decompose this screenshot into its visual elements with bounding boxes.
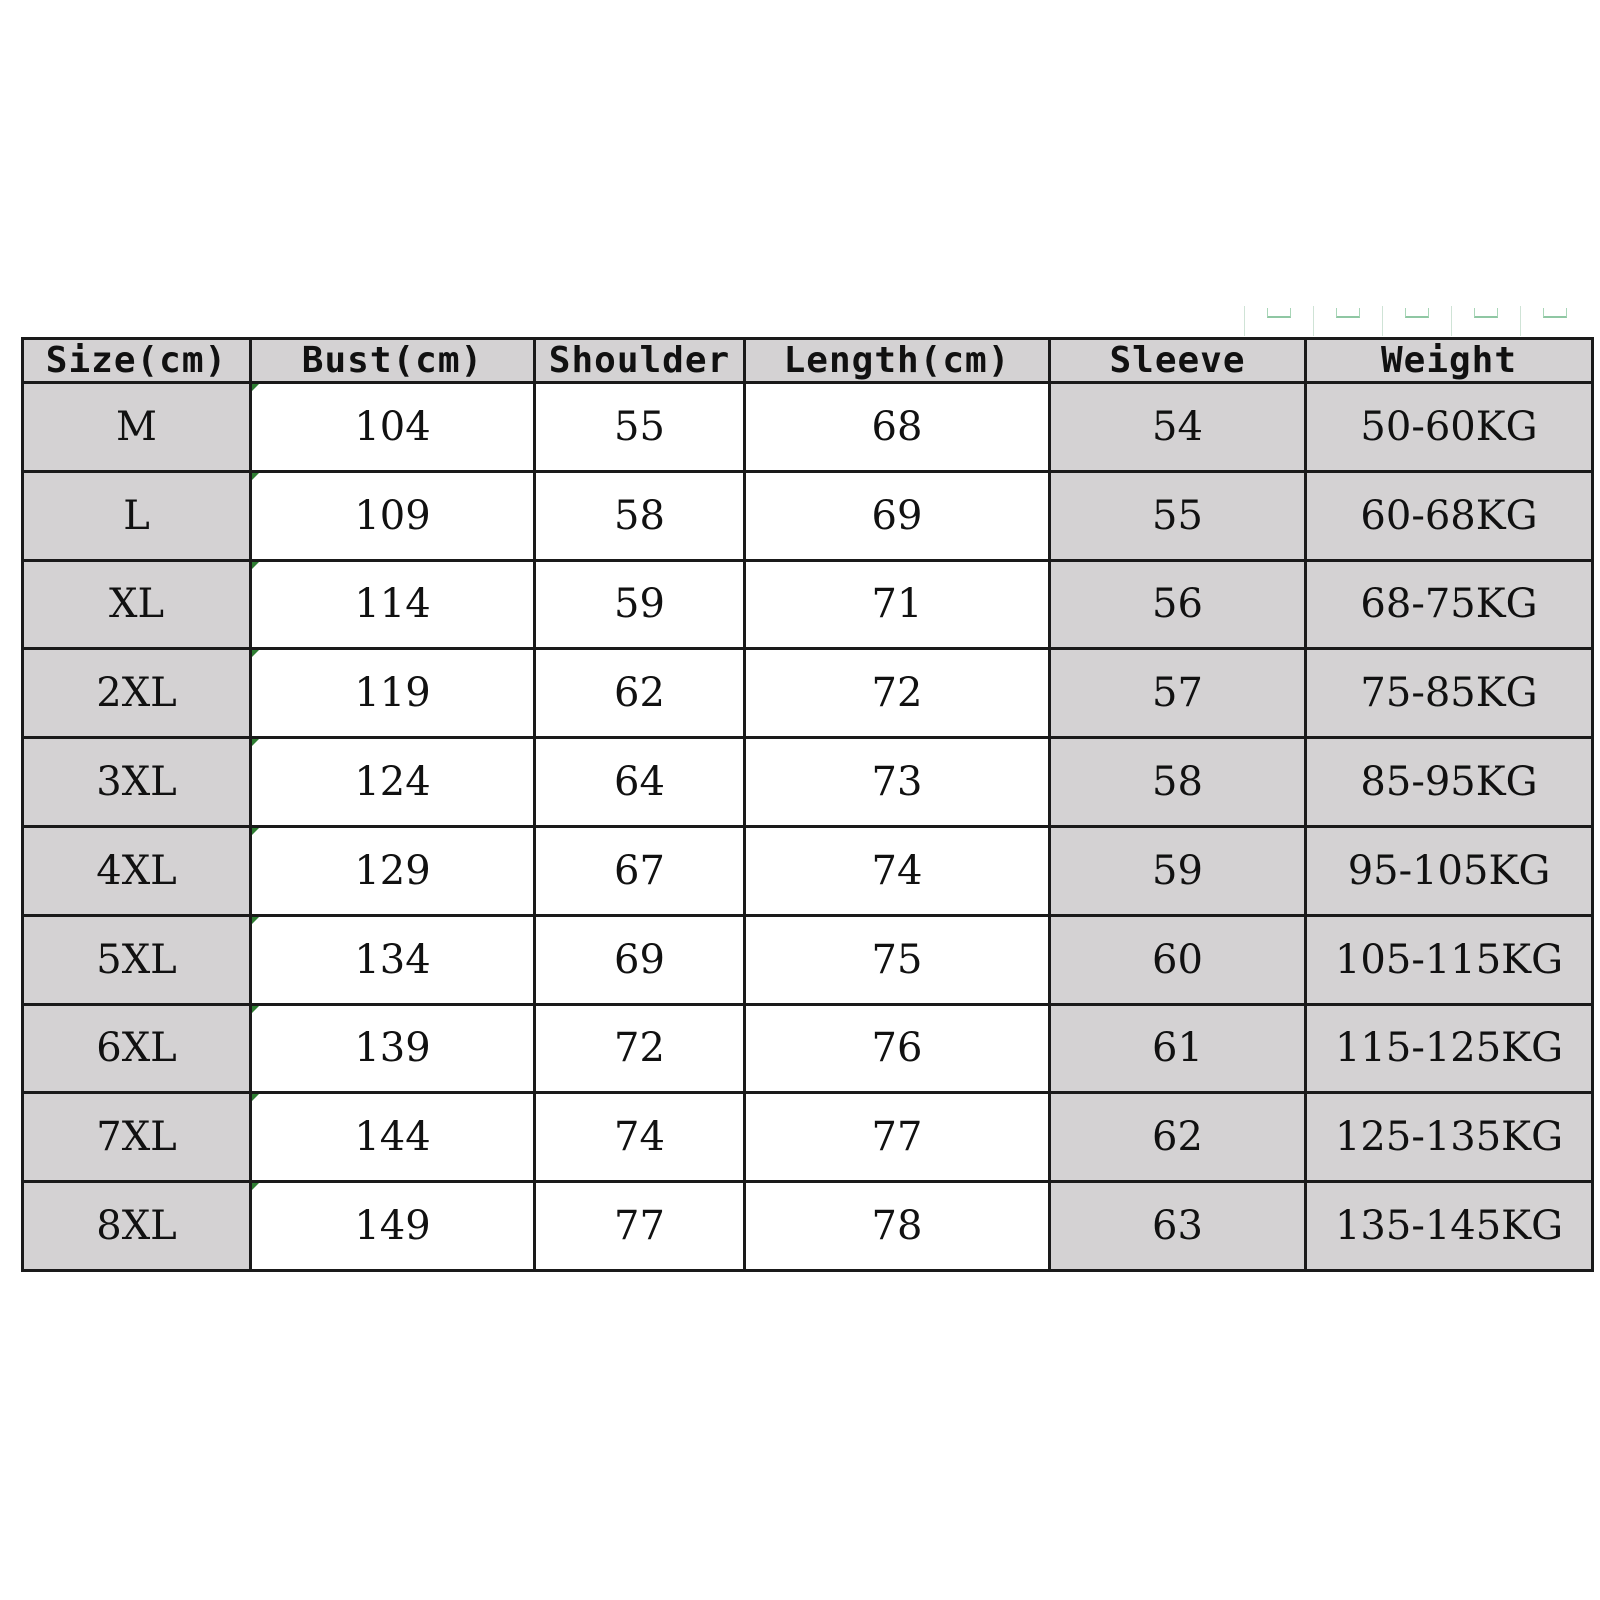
table-row bbox=[23, 383, 1593, 472]
cell-sleeve: 54 bbox=[1050, 383, 1306, 472]
cell-size: 3XL bbox=[23, 738, 251, 827]
table-row bbox=[23, 1182, 1593, 1271]
cell-sleeve: 60 bbox=[1050, 915, 1306, 1004]
cell-weight: 60-68KG bbox=[1306, 471, 1593, 560]
cell-length: 76 bbox=[745, 1004, 1050, 1093]
cell-size: XL bbox=[23, 560, 251, 649]
header-sleeve: Sleeve bbox=[1050, 339, 1306, 383]
cell-shoulder: 58 bbox=[535, 471, 745, 560]
cell-sleeve: 62 bbox=[1050, 1093, 1306, 1182]
cell-shoulder: 69 bbox=[535, 915, 745, 1004]
table-row bbox=[23, 915, 1593, 1004]
cell-size: 7XL bbox=[23, 1093, 251, 1182]
cell-shoulder: 55 bbox=[535, 383, 745, 472]
cell-length: 78 bbox=[745, 1182, 1050, 1271]
cell-length: 69 bbox=[745, 471, 1050, 560]
cell-length: 74 bbox=[745, 826, 1050, 915]
cell-length: 75 bbox=[745, 915, 1050, 1004]
header-shoulder: Shoulder bbox=[535, 339, 745, 383]
cell-size: L bbox=[23, 471, 251, 560]
cell-sleeve: 57 bbox=[1050, 649, 1306, 738]
cell-shoulder: 62 bbox=[535, 649, 745, 738]
cell-weight: 50-60KG bbox=[1306, 383, 1593, 472]
cell-length: 71 bbox=[745, 560, 1050, 649]
cell-weight: 105-115KG bbox=[1306, 915, 1593, 1004]
cell-bust: 144 bbox=[251, 1093, 535, 1182]
size-chart-table bbox=[21, 337, 1594, 1272]
cell-bust: 129 bbox=[251, 826, 535, 915]
cell-size: 6XL bbox=[23, 1004, 251, 1093]
table-row bbox=[23, 738, 1593, 827]
header-row bbox=[23, 339, 1593, 383]
toolbar-strip bbox=[1244, 306, 1596, 336]
cell-sleeve: 63 bbox=[1050, 1182, 1306, 1271]
cell-weight: 85-95KG bbox=[1306, 738, 1593, 827]
cell-sleeve: 61 bbox=[1050, 1004, 1306, 1093]
cell-bust: 124 bbox=[251, 738, 535, 827]
cell-weight: 75-85KG bbox=[1306, 649, 1593, 738]
cell-sleeve: 58 bbox=[1050, 738, 1306, 827]
cell-length: 77 bbox=[745, 1093, 1050, 1182]
cell-sleeve: 59 bbox=[1050, 826, 1306, 915]
cell-bust: 139 bbox=[251, 1004, 535, 1093]
arrows-icon[interactable] bbox=[1313, 306, 1382, 336]
table-row bbox=[23, 471, 1593, 560]
cell-bust: 119 bbox=[251, 649, 535, 738]
table-row bbox=[23, 1004, 1593, 1093]
grid-icon[interactable] bbox=[1382, 306, 1451, 336]
cell-size: 2XL bbox=[23, 649, 251, 738]
cell-bust: 109 bbox=[251, 471, 535, 560]
table-row bbox=[23, 826, 1593, 915]
cell-shoulder: 67 bbox=[535, 826, 745, 915]
cell-bust: 134 bbox=[251, 915, 535, 1004]
window-icon[interactable] bbox=[1451, 306, 1520, 336]
cell-weight: 68-75KG bbox=[1306, 560, 1593, 649]
cell-sleeve: 55 bbox=[1050, 471, 1306, 560]
cell-length: 73 bbox=[745, 738, 1050, 827]
header-length: Length(cm) bbox=[745, 339, 1050, 383]
table-row bbox=[23, 1093, 1593, 1182]
table-row bbox=[23, 560, 1593, 649]
cell-weight: 115-125KG bbox=[1306, 1004, 1593, 1093]
cell-length: 72 bbox=[745, 649, 1050, 738]
cell-bust: 149 bbox=[251, 1182, 535, 1271]
cell-length: 68 bbox=[745, 383, 1050, 472]
header-bust: Bust(cm) bbox=[251, 339, 535, 383]
cell-weight: 125-135KG bbox=[1306, 1093, 1593, 1182]
cell-shoulder: 74 bbox=[535, 1093, 745, 1182]
table-row bbox=[23, 649, 1593, 738]
cell-shoulder: 77 bbox=[535, 1182, 745, 1271]
cell-weight: 135-145KG bbox=[1306, 1182, 1593, 1271]
cell-size: 8XL bbox=[23, 1182, 251, 1271]
header-weight: Weight bbox=[1306, 339, 1593, 383]
cell-size: M bbox=[23, 383, 251, 472]
cell-bust: 104 bbox=[251, 383, 535, 472]
cell-shoulder: 72 bbox=[535, 1004, 745, 1093]
cell-size: 4XL bbox=[23, 826, 251, 915]
cell-sleeve: 56 bbox=[1050, 560, 1306, 649]
cell-bust: 114 bbox=[251, 560, 535, 649]
cell-shoulder: 59 bbox=[535, 560, 745, 649]
cell-size: 5XL bbox=[23, 915, 251, 1004]
sheet-icon[interactable] bbox=[1244, 306, 1313, 336]
cell-shoulder: 64 bbox=[535, 738, 745, 827]
cell-weight: 95-105KG bbox=[1306, 826, 1593, 915]
settings-icon[interactable] bbox=[1520, 306, 1589, 336]
header-size: Size(cm) bbox=[23, 339, 251, 383]
